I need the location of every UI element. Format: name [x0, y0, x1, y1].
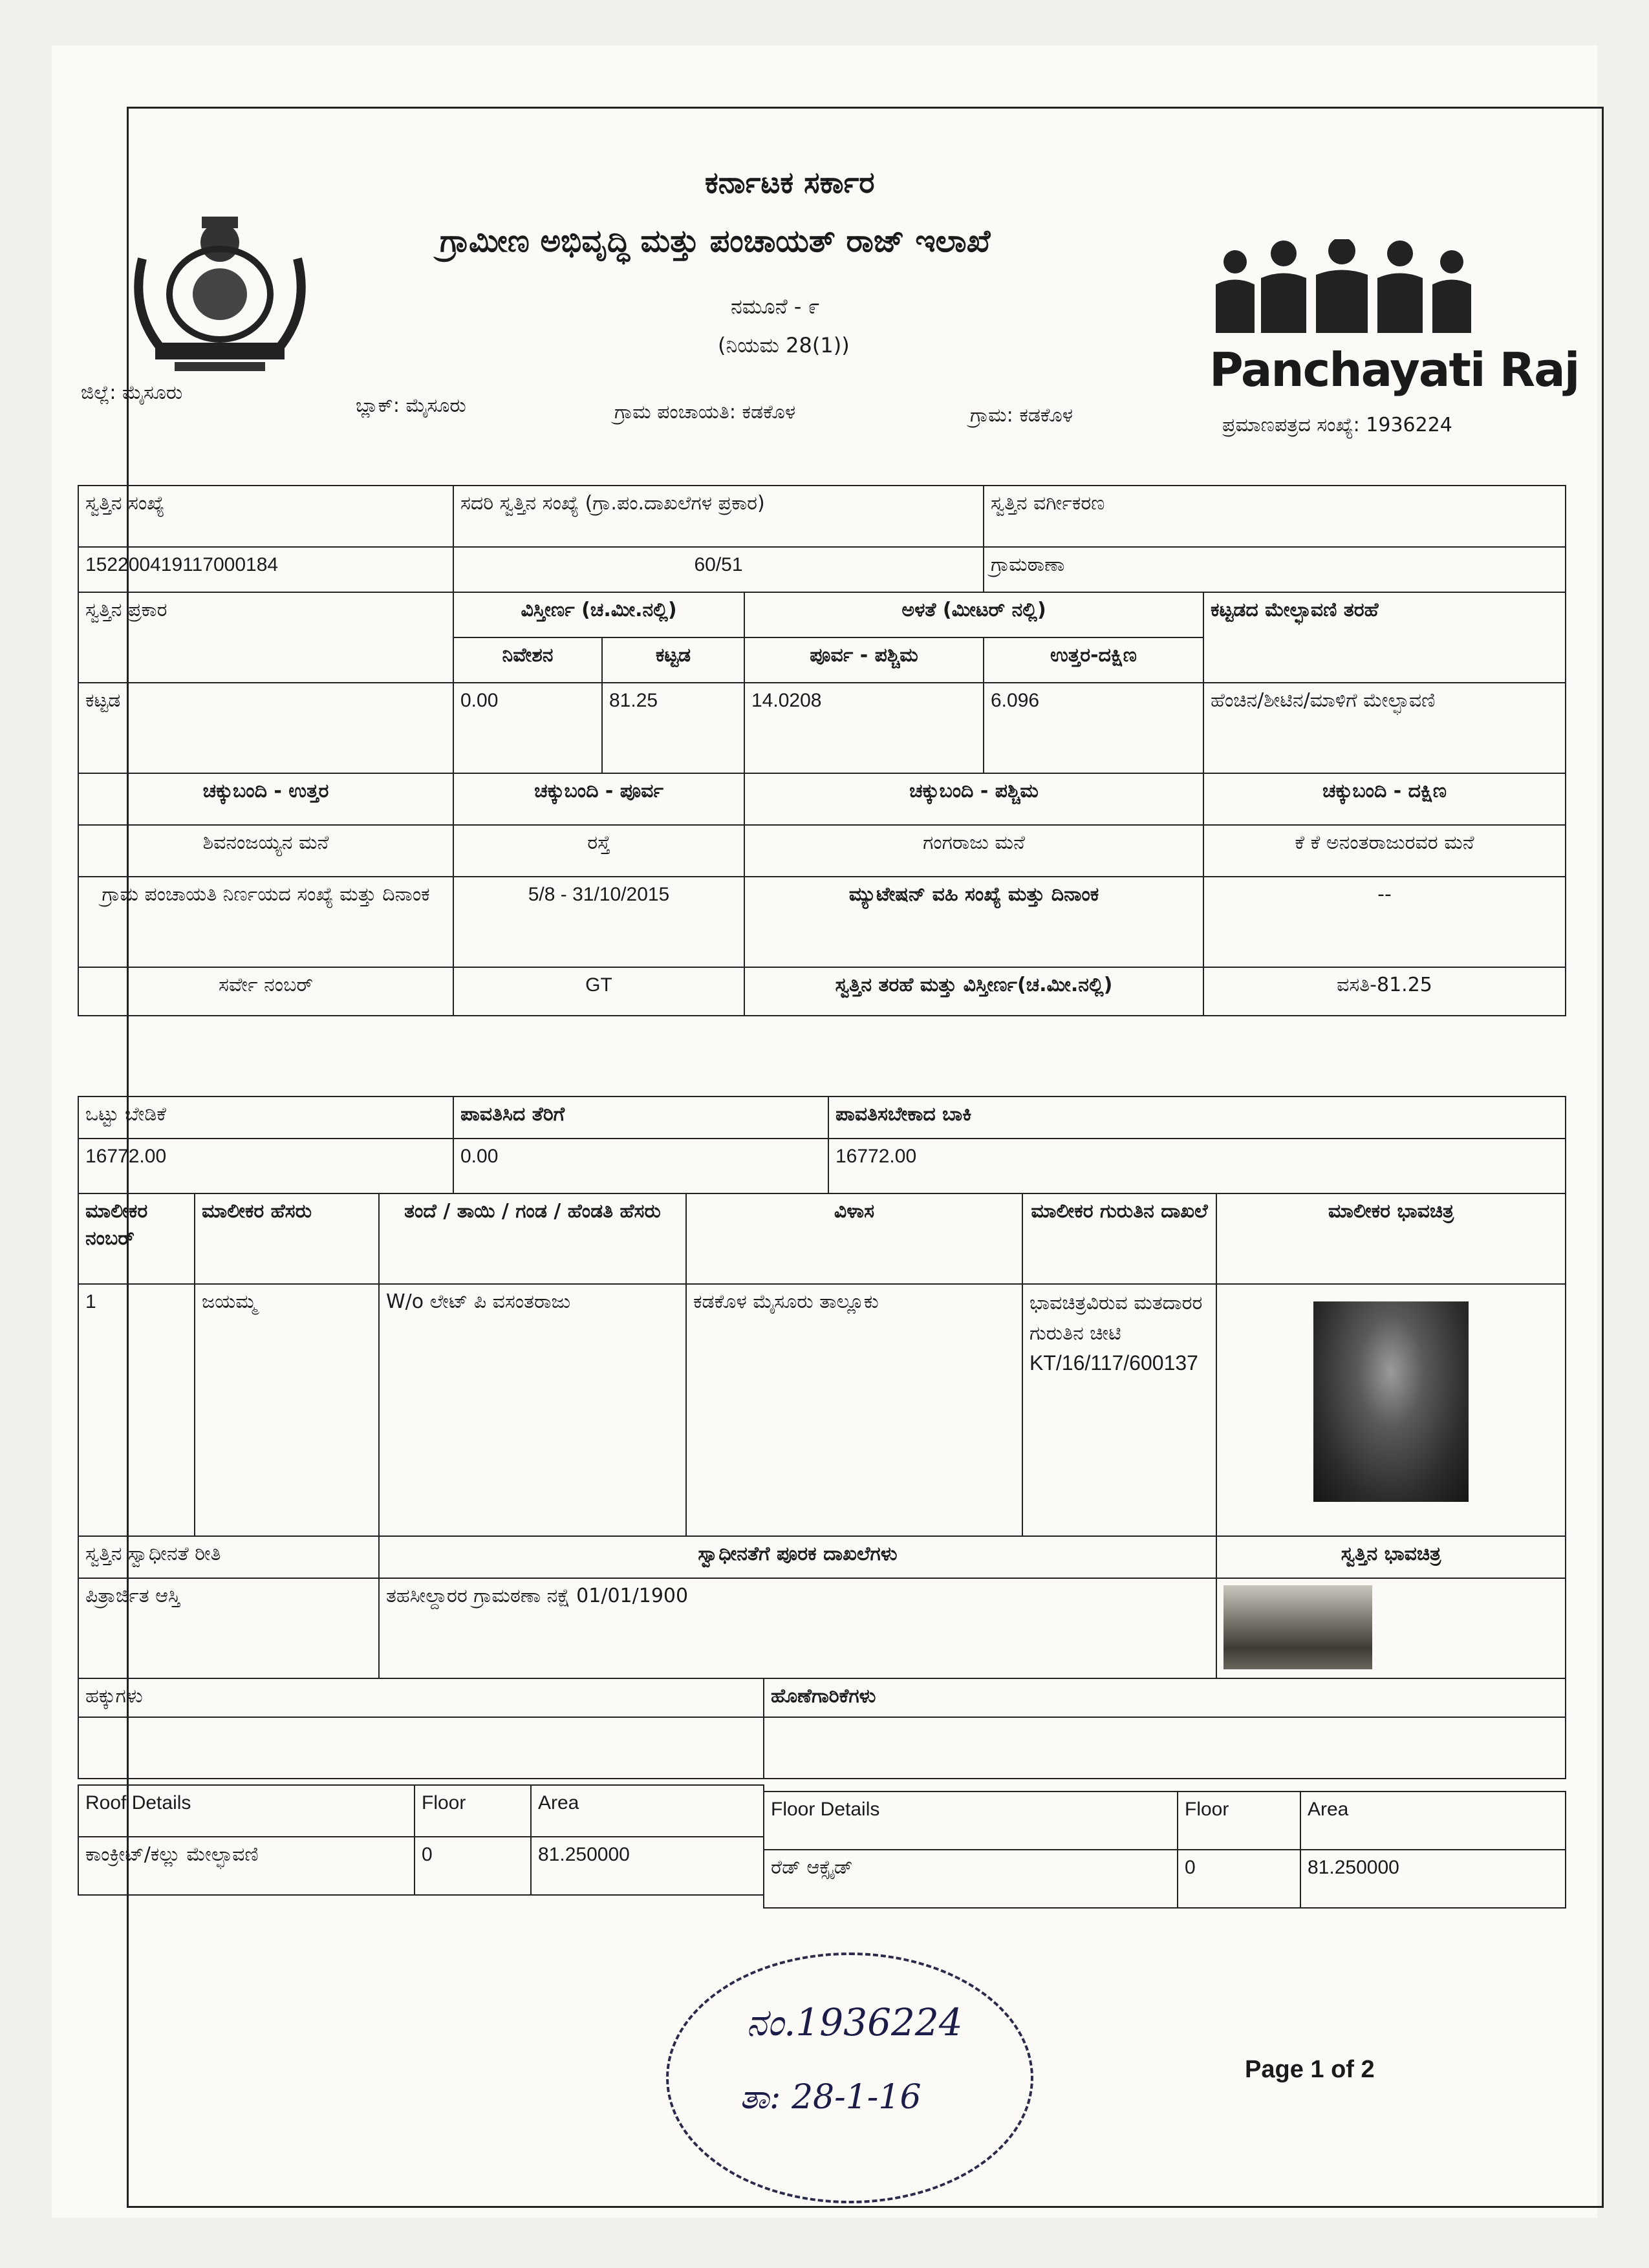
floor-area-header: Area	[1300, 1792, 1566, 1850]
ownership-docs-label: ಸ್ವಾಧೀನತೆಗೆ ಪೂರಕ ದಾಖಲೆಗಳು	[379, 1536, 1216, 1578]
owner-photo-cell	[1216, 1284, 1566, 1536]
site-area-value: 0.00	[453, 683, 602, 773]
table-row	[78, 1284, 1566, 1536]
property-type-label: ಸ್ವತ್ತಿನ ಪ್ರಕಾರ	[78, 592, 453, 683]
mutation-label: ಮ್ಯುಟೇಷನ್ ವಹಿ ಸಂಖ್ಯೆ ಮತ್ತು ದಿನಾಂಕ	[744, 877, 1203, 967]
panchayat-stamp	[666, 1952, 1033, 2203]
survey-ref-label: ಸದರಿ ಸ್ವತ್ತಿನ ಸಂಖ್ಯೆ (ಗ್ರಾ.ಪಂ.ದಾಖಲೆಗಳ ಪ್ರಕಾರ)	[453, 486, 984, 547]
property-id-label: ಸ್ವತ್ತಿನ ಸಂಖ್ಯೆ	[78, 486, 453, 547]
owner-no-header: ಮಾಲೀಕರ ನಂಬರ್	[78, 1193, 195, 1284]
ownership-docs-value: ತಹಸೀಲ್ದಾರರ ಗ್ರಾಮಠಣಾ ನಕ್ಷೆ 01/01/1900	[379, 1578, 1216, 1678]
rights-value	[78, 1717, 764, 1779]
classification-value: ಗ್ರಾಮಠಾಣಾ	[984, 547, 1566, 592]
property-photo-cell	[1216, 1578, 1566, 1678]
relation-header: ತಂದೆ / ತಾಯಿ / ಗಂಡ / ಹೆಂಡತಿ ಹೆಸರು	[379, 1193, 686, 1284]
survey-number-label: ಸರ್ವೇ ನಂಬರ್	[78, 967, 453, 1016]
total-demand-label: ಒಟ್ಟು ಬೇಡಿಕೆ	[78, 1097, 453, 1139]
govt-title: ಕರ್ನಾಟಕ ಸರ್ಕಾರ	[705, 165, 875, 200]
roof-floor-value: 0	[415, 1837, 531, 1895]
owner-relation: W/o ಲೇಟ್ ಪಿ ವಸಂತರಾಜು	[379, 1284, 686, 1536]
owner-name: ಜಯಮ್ಮ	[195, 1284, 379, 1536]
floor-floor-header: Floor	[1178, 1792, 1300, 1850]
floor-area-value: 81.250000	[1300, 1850, 1566, 1908]
owner-id-cell	[1022, 1284, 1216, 1536]
building-area-value: 81.25	[602, 683, 744, 773]
owner-photo-header: ಮಾಲೀಕರ ಭಾವಚಿತ್ರ	[1216, 1193, 1566, 1284]
classification-label: ಸ್ವತ್ತಿನ ವರ್ಗೀಕರಣ	[984, 486, 1566, 547]
mutation-value: --	[1203, 877, 1566, 967]
resolution-value: 5/8 - 31/10/2015	[453, 877, 744, 967]
stamp-date: ತಾ: 28-1-16	[740, 2078, 921, 2117]
boundary-north-value: ಶಿವನಂಜಯ್ಯನ ಮನೆ	[78, 825, 453, 877]
floor-type: ರೆಡ್ ಆಕ್ಸೈಡ್	[764, 1850, 1178, 1908]
form-number: ನಮೂನೆ - ೯	[731, 294, 820, 319]
property-photo	[1223, 1585, 1372, 1669]
tax-table	[78, 1096, 1566, 1194]
east-west-label: ಪೂರ್ವ - ಪಶ್ಚಿಮ	[744, 637, 984, 683]
rights-table	[78, 1678, 1566, 1779]
building-label: ಕಟ್ಟಡ	[602, 637, 744, 683]
liabilities-label: ಹೊಣೆಗಾರಿಕೆಗಳು	[764, 1678, 1566, 1717]
resolution-label: ಗ್ರಾಮ ಪಂಚಾಯತಿ ನಿರ್ಣಯದ ಸಂಖ್ಯೆ ಮತ್ತು ದಿನಾಂಕ	[78, 877, 453, 967]
address-header: ವಿಳಾಸ	[686, 1193, 1022, 1284]
boundary-west-label: ಚಕ್ಕುಬಂದಿ - ಪಶ್ಚಿಮ	[744, 773, 1203, 825]
gram-panchayat-label: ಗ್ರಾಮ ಪಂಚಾಯತಿ: ಕಡಕೊಳ	[614, 401, 796, 423]
roof-floor-header: Floor	[415, 1785, 531, 1837]
site-label: ನಿವೇಶನ	[453, 637, 602, 683]
boundary-east-label: ಚಕ್ಕುಬಂದಿ - ಪೂರ್ವ	[453, 773, 744, 825]
village-label: ಗ್ರಾಮ: ಕಡಕೊಳ	[970, 404, 1073, 427]
property-type-value: ಕಟ್ಟಡ	[78, 683, 453, 773]
boundary-south-label: ಚಕ್ಕುಬಂದಿ - ದಕ್ಷಿಣ	[1203, 773, 1566, 825]
roof-type-label: ಕಟ್ಟಡದ ಮೇಲ್ಛಾವಣಿ ತರಹೆ	[1203, 592, 1566, 683]
boundary-south-value: ಕೆ ಕೆ ಅನಂತರಾಜುರವರ ಮನೆ	[1203, 825, 1566, 877]
owner-name-header: ಮಾಲೀಕರ ಹೆಸರು	[195, 1193, 379, 1284]
property-kind-value: ವಸತಿ-81.25	[1203, 967, 1566, 1016]
property-photo-label: ಸ್ವತ್ತಿನ ಭಾವಚಿತ್ರ	[1216, 1536, 1566, 1578]
department-title: ಗ್ರಾಮೀಣ ಅಭಿವೃದ್ಧಿ ಮತ್ತು ಪಂಚಾಯತ್ ರಾಜ್ ಇಲಾಖೆ	[440, 223, 991, 259]
page-indicator: Page 1 of 2	[1245, 2056, 1375, 2083]
block-label: ಬ್ಲಾಕ್: ಮೈಸೂರು	[356, 394, 466, 417]
ownership-mode-label: ಸ್ವತ್ತಿನ ಸ್ವಾಧೀನತೆ ರೀತಿ	[78, 1536, 379, 1578]
tax-paid-label: ಪಾವತಿಸಿದ ತೆರಿಗೆ	[453, 1097, 828, 1139]
boundary-west-value: ಗಂಗರಾಜು ಮನೆ	[744, 825, 1203, 877]
owner-photo	[1313, 1301, 1469, 1502]
balance-due-value: 16772.00	[828, 1139, 1566, 1193]
liabilities-value	[764, 1717, 1566, 1779]
owner-address: ಕಡಕೊಳ ಮೈಸೂರು ತಾಲ್ಲೂಕು	[686, 1284, 1022, 1536]
roof-area-value: 81.250000	[531, 1837, 764, 1895]
stamp-number: ನಂ.1936224	[746, 2000, 963, 2044]
certificate-number: ಪ್ರಮಾಣಪತ್ರದ ಸಂಖ್ಯೆ: 1936224	[1222, 414, 1452, 436]
floor-floor-value: 0	[1178, 1850, 1300, 1908]
boundary-east-value: ರಸ್ತೆ	[453, 825, 744, 877]
balance-due-label: ಪಾವತಿಸಬೇಕಾದ ಬಾಕಿ	[828, 1097, 1566, 1139]
floor-details-title: Floor Details	[764, 1792, 1178, 1850]
roof-area-header: Area	[531, 1785, 764, 1837]
rights-label: ಹಕ್ಕುಗಳು	[78, 1678, 764, 1717]
boundary-north-label: ಚಕ್ಕುಬಂದಿ - ಉತ್ತರ	[78, 773, 453, 825]
owner-id-header: ಮಾಲೀಕರ ಗುರುತಿನ ದಾಖಲೆ	[1022, 1193, 1216, 1284]
roof-type-value: ಹೆಂಚಿನ/ಶೀಟಿನ/ಮಾಳಿಗೆ ಮೇಲ್ಛಾವಣಿ	[1203, 683, 1566, 773]
ownership-mode-value: ಪಿತ್ರಾರ್ಜಿತ ಆಸ್ತಿ	[78, 1578, 379, 1678]
brand-name: Panchayati Raj	[1209, 343, 1579, 397]
area-label: ವಿಸ್ತೀರ್ಣ (ಚ.ಮೀ.ನಲ್ಲಿ)	[453, 592, 744, 637]
property-id-value: 152200419117000184	[78, 547, 453, 592]
floor-details-table	[763, 1791, 1566, 1909]
survey-ref-value: 60/51	[453, 547, 984, 592]
property-table	[78, 485, 1566, 1016]
ownership-table	[78, 1535, 1566, 1679]
roof-type: ಕಾಂಕ್ರೀಟ್/ಕಲ್ಲು ಮೇಲ್ಛಾವಣಿ	[78, 1837, 415, 1895]
dimension-label: ಅಳತೆ (ಮೀಟರ್ ನಲ್ಲಿ)	[744, 592, 1203, 637]
north-south-value: 6.096	[984, 683, 1203, 773]
owner-no: 1	[78, 1284, 195, 1536]
district-label: ಜಿಲ್ಲೆ: ಮೈಸೂರು	[81, 381, 183, 404]
rule-reference: (ನಿಯಮ 28(1))	[718, 333, 850, 358]
owners-table	[78, 1193, 1566, 1537]
roof-details-table	[78, 1784, 764, 1896]
east-west-value: 14.0208	[744, 683, 984, 773]
north-south-label: ಉತ್ತರ-ದಕ್ಷಿಣ	[984, 637, 1203, 683]
owner-id-number: KT/16/117/600137	[1029, 1351, 1198, 1375]
property-kind-label: ಸ್ವತ್ತಿನ ತರಹೆ ಮತ್ತು ವಿಸ್ತೀರ್ಣ(ಚ.ಮೀ.ನಲ್ಲಿ)	[744, 967, 1203, 1016]
total-demand-value: 16772.00	[78, 1139, 453, 1193]
certificate-page	[52, 45, 1597, 2218]
owner-id-type: ಭಾವಚಿತ್ರವಿರುವ ಮತದಾರರ ಗುರುತಿನ ಚೀಟಿ	[1029, 1292, 1203, 1345]
tax-paid-value: 0.00	[453, 1139, 828, 1193]
survey-number-value: GT	[453, 967, 744, 1016]
roof-details-title: Roof Details	[78, 1785, 415, 1837]
